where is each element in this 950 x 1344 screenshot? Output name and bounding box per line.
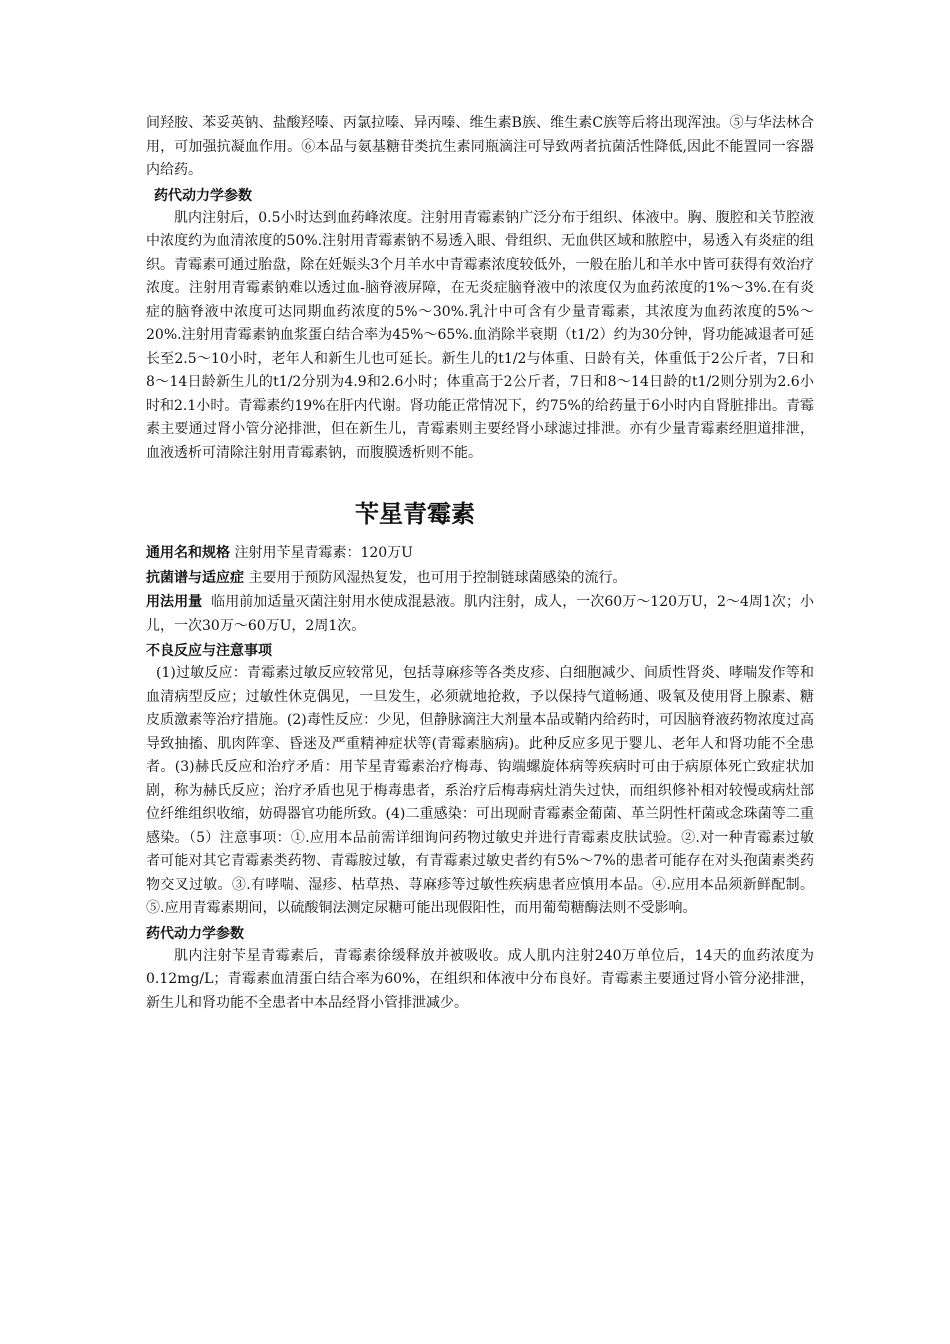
pk-paragraph-2: 肌内注射苄星青霉素后，青霉素徐缓释放并被吸收。成人肌内注射240万单位后，14天的血药浓度为0.12mg/L；青霉素血清蛋白结合率为60%，在组织和体液中分布良好。青霉素主要通过肾小管分泌排泄，新生儿和肾功能不全患者中本品经肾小管排泄减少。	[146, 947, 814, 1011]
top-paragraph: 间羟胺、苯妥英钠、盐酸羟嗪、丙氯拉嗪、异丙嗪、维生素B族、维生素C族等后将出现浑浊。⑤与华法林合用，可加强抗凝血作用。⑥本品与氨基糖苷类抗生素同瓶滴注可导致两者抗菌活性降低,因此不能置同一容器内给药。	[146, 115, 814, 178]
pk-paragraph-1: 肌内注射后，0.5小时达到血药峰浓度。注射用青霉素钠广泛分布于组织、体液中。胸、腹腔和关节腔液中浓度约为血清浓度的50%.注射用青霉素钠不易透入眼、骨组织、无血供区域和脓腔中，易透入有炎症的组织。青霉素可通过胎盘，除在妊娠头3个月羊水中青霉素浓度较低外，一般在胎儿和羊水中皆可获得有效治疗浓度。注射用青霉素钠难以透过血-脑脊液屏障，在无炎症脑脊液中的浓度仅为血药浓度的1%～3%.在有炎症的脑脊液中浓度可达同期血药浓度的5%～30%.乳汁中可含有少量青霉素，其浓度为血药浓度的5%～20%.注射用青霉素钠血浆蛋白结合率为45%～65%.血消除半衰期（t1/2）约为30分钟，肾功能减退者可延长至2.5～10小时，老年人和新生儿也可延长。新生儿的t1/2与体重、日龄有关，体重低于2公斤者，7日和8～14日龄新生儿的t1/2分别为4.9和2.6小时；体重高于2公斤者，7日和8～14日龄的t1/2则分别为2.6小时和2.1小时。青霉素约19%在肝内代谢。肾功能正常情况下，约75%的给药量于6小时内自肾脏排出。青霉素主要通过肾小管分泌排泄，但在新生儿，青霉素则主要经肾小球滤过排泄。亦有少量青霉素经胆道排泄，血液透析可清除注射用青霉素钠，而腹膜透析则不能。	[146, 209, 814, 461]
generic-name-line	[146, 541, 814, 566]
pk-heading-2: 药代动力学参数	[146, 924, 244, 941]
generic-name-value: 注射用苄星青霉素：120万U	[234, 545, 413, 561]
spectrum-line	[146, 566, 814, 591]
spectrum-label: 抗菌谱与适应症	[146, 568, 244, 585]
generic-name-label: 通用名和规格	[146, 544, 230, 560]
spectrum-value: 主要用于预防风湿热复发，也可用于控制链球菌感染的流行。	[248, 569, 627, 586]
dosage-value: 临用前加适量灭菌注射用水使成混悬液。肌内注射，成人，一次60万～120万U，2～4周1次；小儿，一次30万～60万U，2周1次。	[146, 594, 815, 634]
adverse-heading: 不良反应与注意事项	[146, 642, 272, 658]
dosage-label: 用法用量	[146, 593, 203, 609]
section-title: 苄星青霉素	[355, 501, 475, 528]
document-page	[146, 112, 814, 1015]
dosage-line	[146, 590, 814, 638]
adverse-paragraph: (1)过敏反应：青霉素过敏反应较常见，包括荨麻疹等各类皮疹、白细胞减少、间质性肾炎、哮喘发作等和血清病型反应；过敏性休克偶见，一旦发生，必须就地抢救，予以保持气道畅通、吸氧及使用肾上腺素、糖皮质激素等治疗措施。(2)毒性反应：少见，但静脉滴注大剂量本品或鞘内给药时，可因脑脊液药物浓度过高导致抽搐、肌肉阵挛、昏迷及严重精神症状等(青霉素脑病)。此种反应多见于婴儿、老年人和肾功能不全患者。(3)赫氏反应和治疗矛盾：用苄星青霉素治疗梅毒、钩端螺旋体病等疾病时可由于病原体死亡致症状加剧，称为赫氏反应；治疗矛盾也见于梅毒患者，系治疗后梅毒病灶消失过快，而组织修补相对较慢或病灶部位纤维组织收缩，妨碍器官功能所致。(4)二重感染：可出现耐青霉素金葡菌、革兰阴性杆菌或念珠菌等二重感染。（5）注意事项：①.应用本品前需详细询问药物过敏史并进行青霉素皮肤试验。②.对一种青霉素过敏者可能对其它青霉素类药物、青霉胺过敏，有青霉素过敏史者约有5%～7%的患者可能存在对头孢菌素类药物交叉过敏。③.有哮喘、湿疹、枯草热、荨麻疹等过敏性疾病患者应慎用本品。④.应用本品须新鲜配制。⑤.应用青霉素期间，以硫酸铜法测定尿糖可能出现假阳性，而用葡萄糖酶法则不受影响。	[146, 665, 814, 916]
pk-heading-1: 药代动力学参数	[154, 186, 252, 203]
